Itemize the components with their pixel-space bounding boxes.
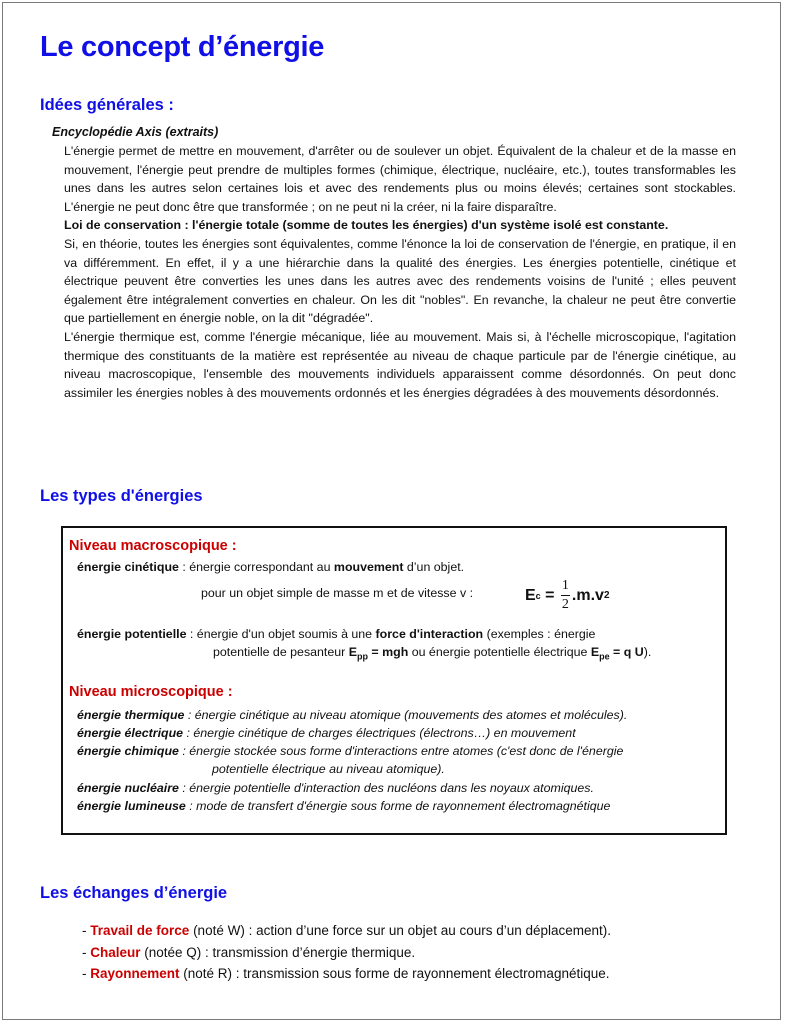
general-body bbox=[64, 142, 736, 402]
list-item: - Rayonnement (noté R) : transmission sous forme de rayonnement électromagnétique. bbox=[82, 966, 610, 981]
kinetic-energy-formula: E c = $\frac{1}{2}$ .m.v 2 bbox=[525, 578, 610, 612]
kinetic-energy-line: énergie cinétique : énergie correspondant au mouvement d’un objet. bbox=[77, 560, 465, 574]
fraction: $\frac{1}{2}$ bbox=[561, 578, 569, 612]
micro-heading: Niveau microscopique : bbox=[69, 684, 233, 700]
paragraph: L'énergie thermique est, comme l'énergie mécanique, liée au mouvement. Mais si, à l'échelle microscopique, l'agitation thermique des constituants de la matière est représentée au niveau de chaque particule par de l'énergie cinétique, au niveau macroscopique, l'ensemble des mouvements individuels apparaissent comme désordonnés. On peut donc assimiler les énergies nobles à des mouvements ordonnés et les énergies dégradées à des mouvements désordonnés. bbox=[64, 329, 736, 400]
term: énergie cinétique bbox=[77, 560, 179, 574]
micro-item: énergie lumineuse : mode de transfert d'énergie sous forme de rayonnement électromagnétique bbox=[77, 799, 611, 813]
micro-item-continuation: potentielle électrique au niveau atomique). bbox=[212, 762, 445, 776]
energy-types-box bbox=[61, 526, 727, 835]
list-item: - Travail de force (noté W) : action d’une force sur un objet au cours d’un déplacement). bbox=[82, 923, 612, 938]
micro-item: énergie chimique : énergie stockée sous forme d'interactions entre atomes (c'est donc de l'énergie bbox=[77, 744, 624, 758]
exchanges-list bbox=[82, 920, 611, 985]
macro-heading: Niveau macroscopique : bbox=[69, 538, 237, 554]
section-heading-exchanges: Les échanges d’énergie bbox=[40, 884, 228, 902]
micro-item: énergie thermique : énergie cinétique au niveau atomique (mouvements des atomes et molécules). bbox=[77, 708, 628, 722]
conservation-law: Loi de conservation : l'énergie totale (somme de toutes les énergies) d'un système isolé est constante. bbox=[64, 218, 669, 233]
potential-energy-examples: potentielle de pesanteur $E_{pp}$ = mgh ou énergie potentielle électrique $E_{pe} = q$ U). bbox=[213, 645, 652, 662]
page-title: Le concept d’énergie bbox=[40, 31, 325, 63]
paragraph: Si, en théorie, toutes les énergies sont équivalentes, comme l'énonce la loi de conservation de l'énergie, en pratique, il en va différemment. En effet, il y a une hiérarchie dans la qualité des énergies. Les énergies potentielle, cinétique et électrique peuvent être converties les unes dans les autres avec des rendements voisins de l'unité ; elles peuvent également être intégralement converties en chaleur. On les dit "nobles". En revanche, la chaleur ne peut être convertie que partiellement en énergie noble, on la dit "dégradée". bbox=[64, 236, 736, 326]
potential-energy-line: énergie potentielle : énergie d'un objet soumis à une force d'interaction (exemples : énergie bbox=[77, 627, 596, 641]
micro-item: énergie nucléaire : énergie potentielle d'interaction des nucléons dans les noyaux atomiques. bbox=[77, 781, 594, 795]
section-heading-general: Idées générales : bbox=[40, 96, 174, 114]
section-heading-types: Les types d'énergies bbox=[40, 487, 203, 505]
paragraph: L'énergie permet de mettre en mouvement, d'arrêter ou de soulever un objet. Équivalent de la chaleur et de la masse en mouvement, l'énergie peut prendre de multiples formes (chimique, électrique, nucléaire, etc.), toutes transformables les unes dans les autres selon certaines lois et avec des rendements plus ou moins élevés; certaines sont stockables. L'énergie ne peut donc être que transformée ; on ne peut ni la créer, ni la faire disparaître. bbox=[64, 144, 736, 214]
document-page bbox=[2, 2, 781, 1020]
list-item: - Chaleur (notée Q) : transmission d’énergie thermique. bbox=[82, 944, 416, 960]
micro-item: énergie électrique : énergie cinétique de charges électriques (électrons…) en mouvement bbox=[77, 726, 576, 740]
formula-intro: pour un objet simple de masse m et de vitesse v : bbox=[201, 586, 474, 600]
source-citation: Encyclopédie Axis (extraits) bbox=[52, 125, 219, 139]
